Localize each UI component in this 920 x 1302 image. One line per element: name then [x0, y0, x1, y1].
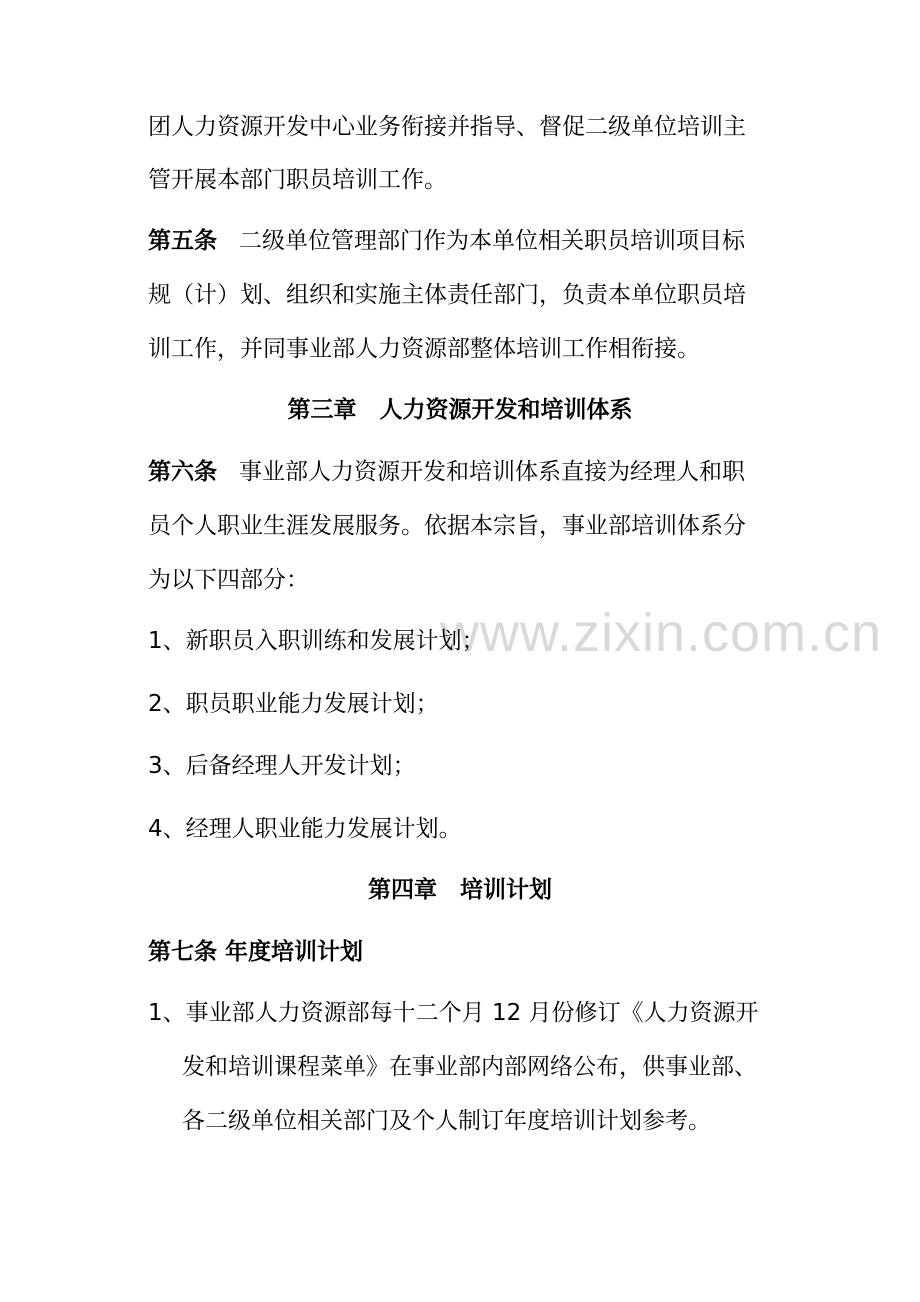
- article-5-text: 二级单位管理部门作为本单位相关职员培训项目标: [239, 228, 745, 254]
- paragraph-line: 规（计）划、组织和实施主体责任部门，负责本单位职员培: [148, 282, 746, 308]
- chapter-4-heading: 第四章 培训计划: [368, 877, 552, 903]
- paragraph-line: 员个人职业生涯发展服务。依据本宗旨，事业部培训体系分: [148, 513, 746, 539]
- article-5-line-1: [148, 226, 798, 256]
- list-item: 2、职员职业能力发展计划；: [148, 691, 439, 717]
- list-item: 4、经理人职业能力发展计划。: [148, 816, 462, 842]
- paragraph-line: 训工作，并同事业部人力资源部整体培训工作相衔接。: [148, 336, 700, 362]
- list-item: 1、新职员入职训练和发展计划；: [148, 628, 485, 654]
- list-item: 1、事业部人力资源部每十二个月 12 月份修订《人力资源开: [148, 1000, 759, 1026]
- list-item-continuation: 发和培训课程菜单》在事业部内部网络公布，供事业部、: [182, 1054, 757, 1080]
- list-item: 3、后备经理人开发计划；: [148, 753, 416, 779]
- article-7-heading: 第七条 年度培训计划: [148, 939, 364, 965]
- list-item-continuation: 各二级单位相关部门及个人制订年度培训计划参考。: [182, 1108, 711, 1134]
- watermark: www.zixin.com.cn: [440, 603, 883, 663]
- paragraph-line: 为以下四部分：: [148, 567, 309, 593]
- chapter-3-heading: 第三章 人力资源开发和培训体系: [287, 397, 633, 423]
- article-5-label: 第五条: [148, 228, 217, 254]
- article-6-text: 事业部人力资源开发和培训体系直接为经理人和职: [239, 459, 745, 485]
- article-6-line-1: [148, 457, 798, 487]
- paragraph-line: 团人力资源开发中心业务衔接并指导、督促二级单位培训主: [148, 114, 746, 140]
- article-6-label: 第六条: [148, 459, 217, 485]
- paragraph-line: 管开展本部门职员培训工作。: [148, 167, 447, 193]
